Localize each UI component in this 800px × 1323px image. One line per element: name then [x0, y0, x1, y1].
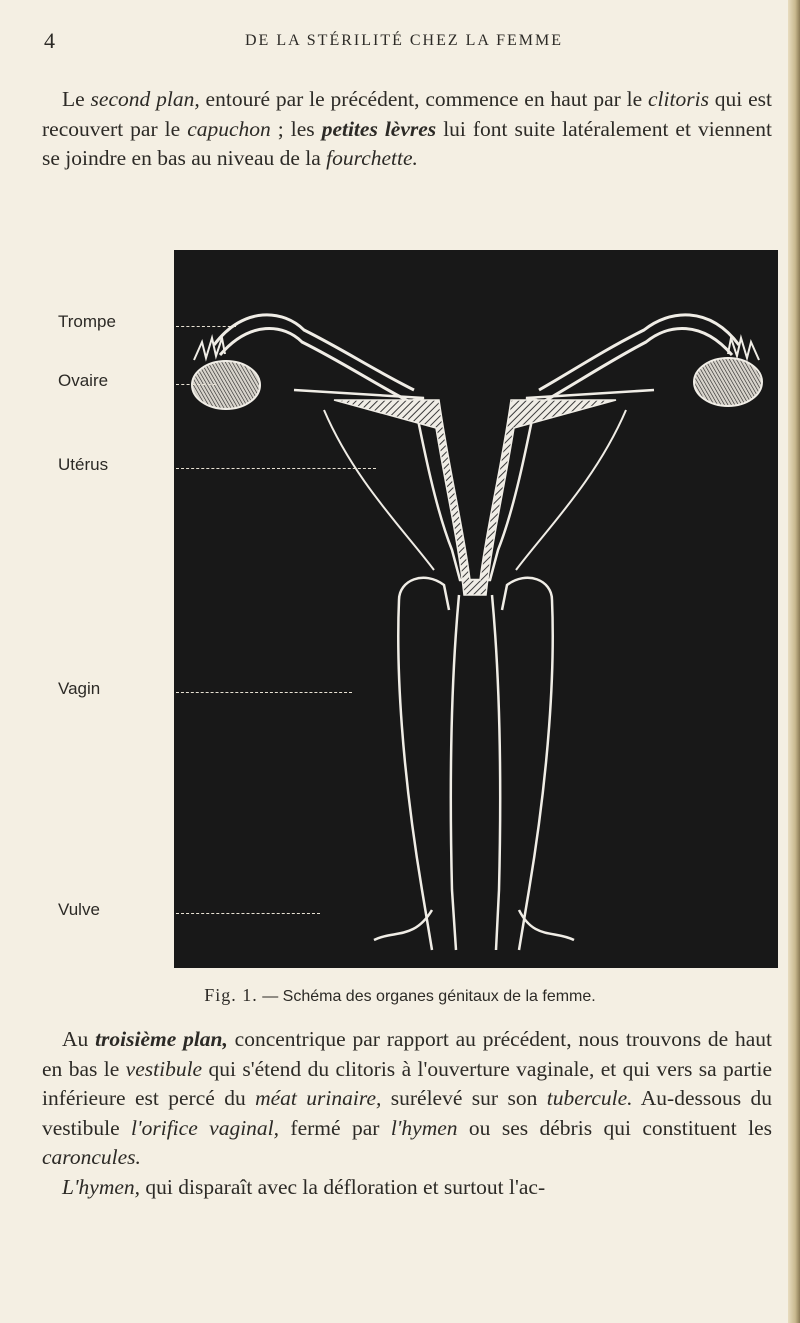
text-span: lui font suite latéralement et viennent se joindre en bas au niveau de la — [42, 116, 772, 170]
term-petites-levres: petites lèvres — [321, 116, 437, 141]
term-orifice-vaginal: l'orifice vaginal, — [131, 1115, 280, 1140]
text-span: Au-dessous du vestibule — [42, 1086, 773, 1140]
term-hymen: l'hymen — [390, 1115, 458, 1140]
term-hymen-2: L'hymen, — [62, 1174, 141, 1199]
term-clitoris: clitoris — [648, 87, 709, 111]
label-trompe: Trompe — [58, 312, 116, 331]
term-second-plan: second plan, — [90, 87, 200, 111]
left-ovary — [192, 361, 260, 409]
page-edge — [788, 0, 800, 1323]
vagina — [398, 600, 432, 950]
vulva — [374, 910, 574, 940]
term-capuchon: capuchon — [187, 116, 271, 141]
paragraph-third-plan — [42, 1025, 772, 1202]
text-span: surélevé sur son — [381, 1086, 547, 1110]
text-span: entouré par le précédent, commence en haut par le — [199, 87, 649, 111]
figure-number: Fig. 1. — [204, 985, 258, 1005]
label-ovaire: Ovaire — [58, 371, 109, 390]
label-vagin: Vagin — [58, 679, 101, 698]
text-span: ; les — [270, 116, 322, 141]
text-span: concentrique par rapport au précédent, nous trouvons de haut en bas le — [42, 1027, 772, 1081]
label-uterus: Utérus — [58, 455, 109, 474]
caption-text: — Schéma des organes génitaux de la femme. — [257, 988, 596, 1005]
text-span: fermé par — [279, 1115, 391, 1140]
paragraph-second-plan — [42, 85, 772, 174]
term-fourchette: fourchette. — [326, 146, 418, 170]
text-span: qui s'étend du clitoris à l'ouverture vaginale, et qui vers sa partie inférieure est percé du — [42, 1056, 772, 1110]
text-span: Au — [62, 1027, 96, 1051]
text-span: qui disparaît avec la défloration et surtout l'ac- — [140, 1174, 546, 1199]
running-title: DE LA STÉRILITÉ CHEZ LA FEMME — [245, 32, 563, 49]
label-vulve: Vulve — [58, 900, 100, 919]
term-vestibule: vestibule — [125, 1056, 203, 1081]
anatomical-figure — [174, 250, 778, 968]
text-span: Le — [62, 87, 85, 111]
figure-caption — [0, 985, 800, 1006]
term-meat-urinaire: méat urinaire, — [255, 1086, 382, 1110]
term-troisieme-plan: troisième plan, — [95, 1027, 228, 1051]
term-caroncules: caroncules. — [42, 1145, 141, 1169]
page-header — [44, 28, 764, 58]
anatomy-diagram — [174, 250, 778, 968]
text-span: qui est recouvert par le — [42, 87, 773, 141]
page-number: 4 — [44, 28, 57, 53]
text-span: ou ses débris qui constituent les — [457, 1115, 772, 1140]
uterus-outline — [294, 390, 654, 580]
right-ovary — [694, 358, 762, 406]
term-tubercule: tubercule. — [546, 1086, 633, 1110]
